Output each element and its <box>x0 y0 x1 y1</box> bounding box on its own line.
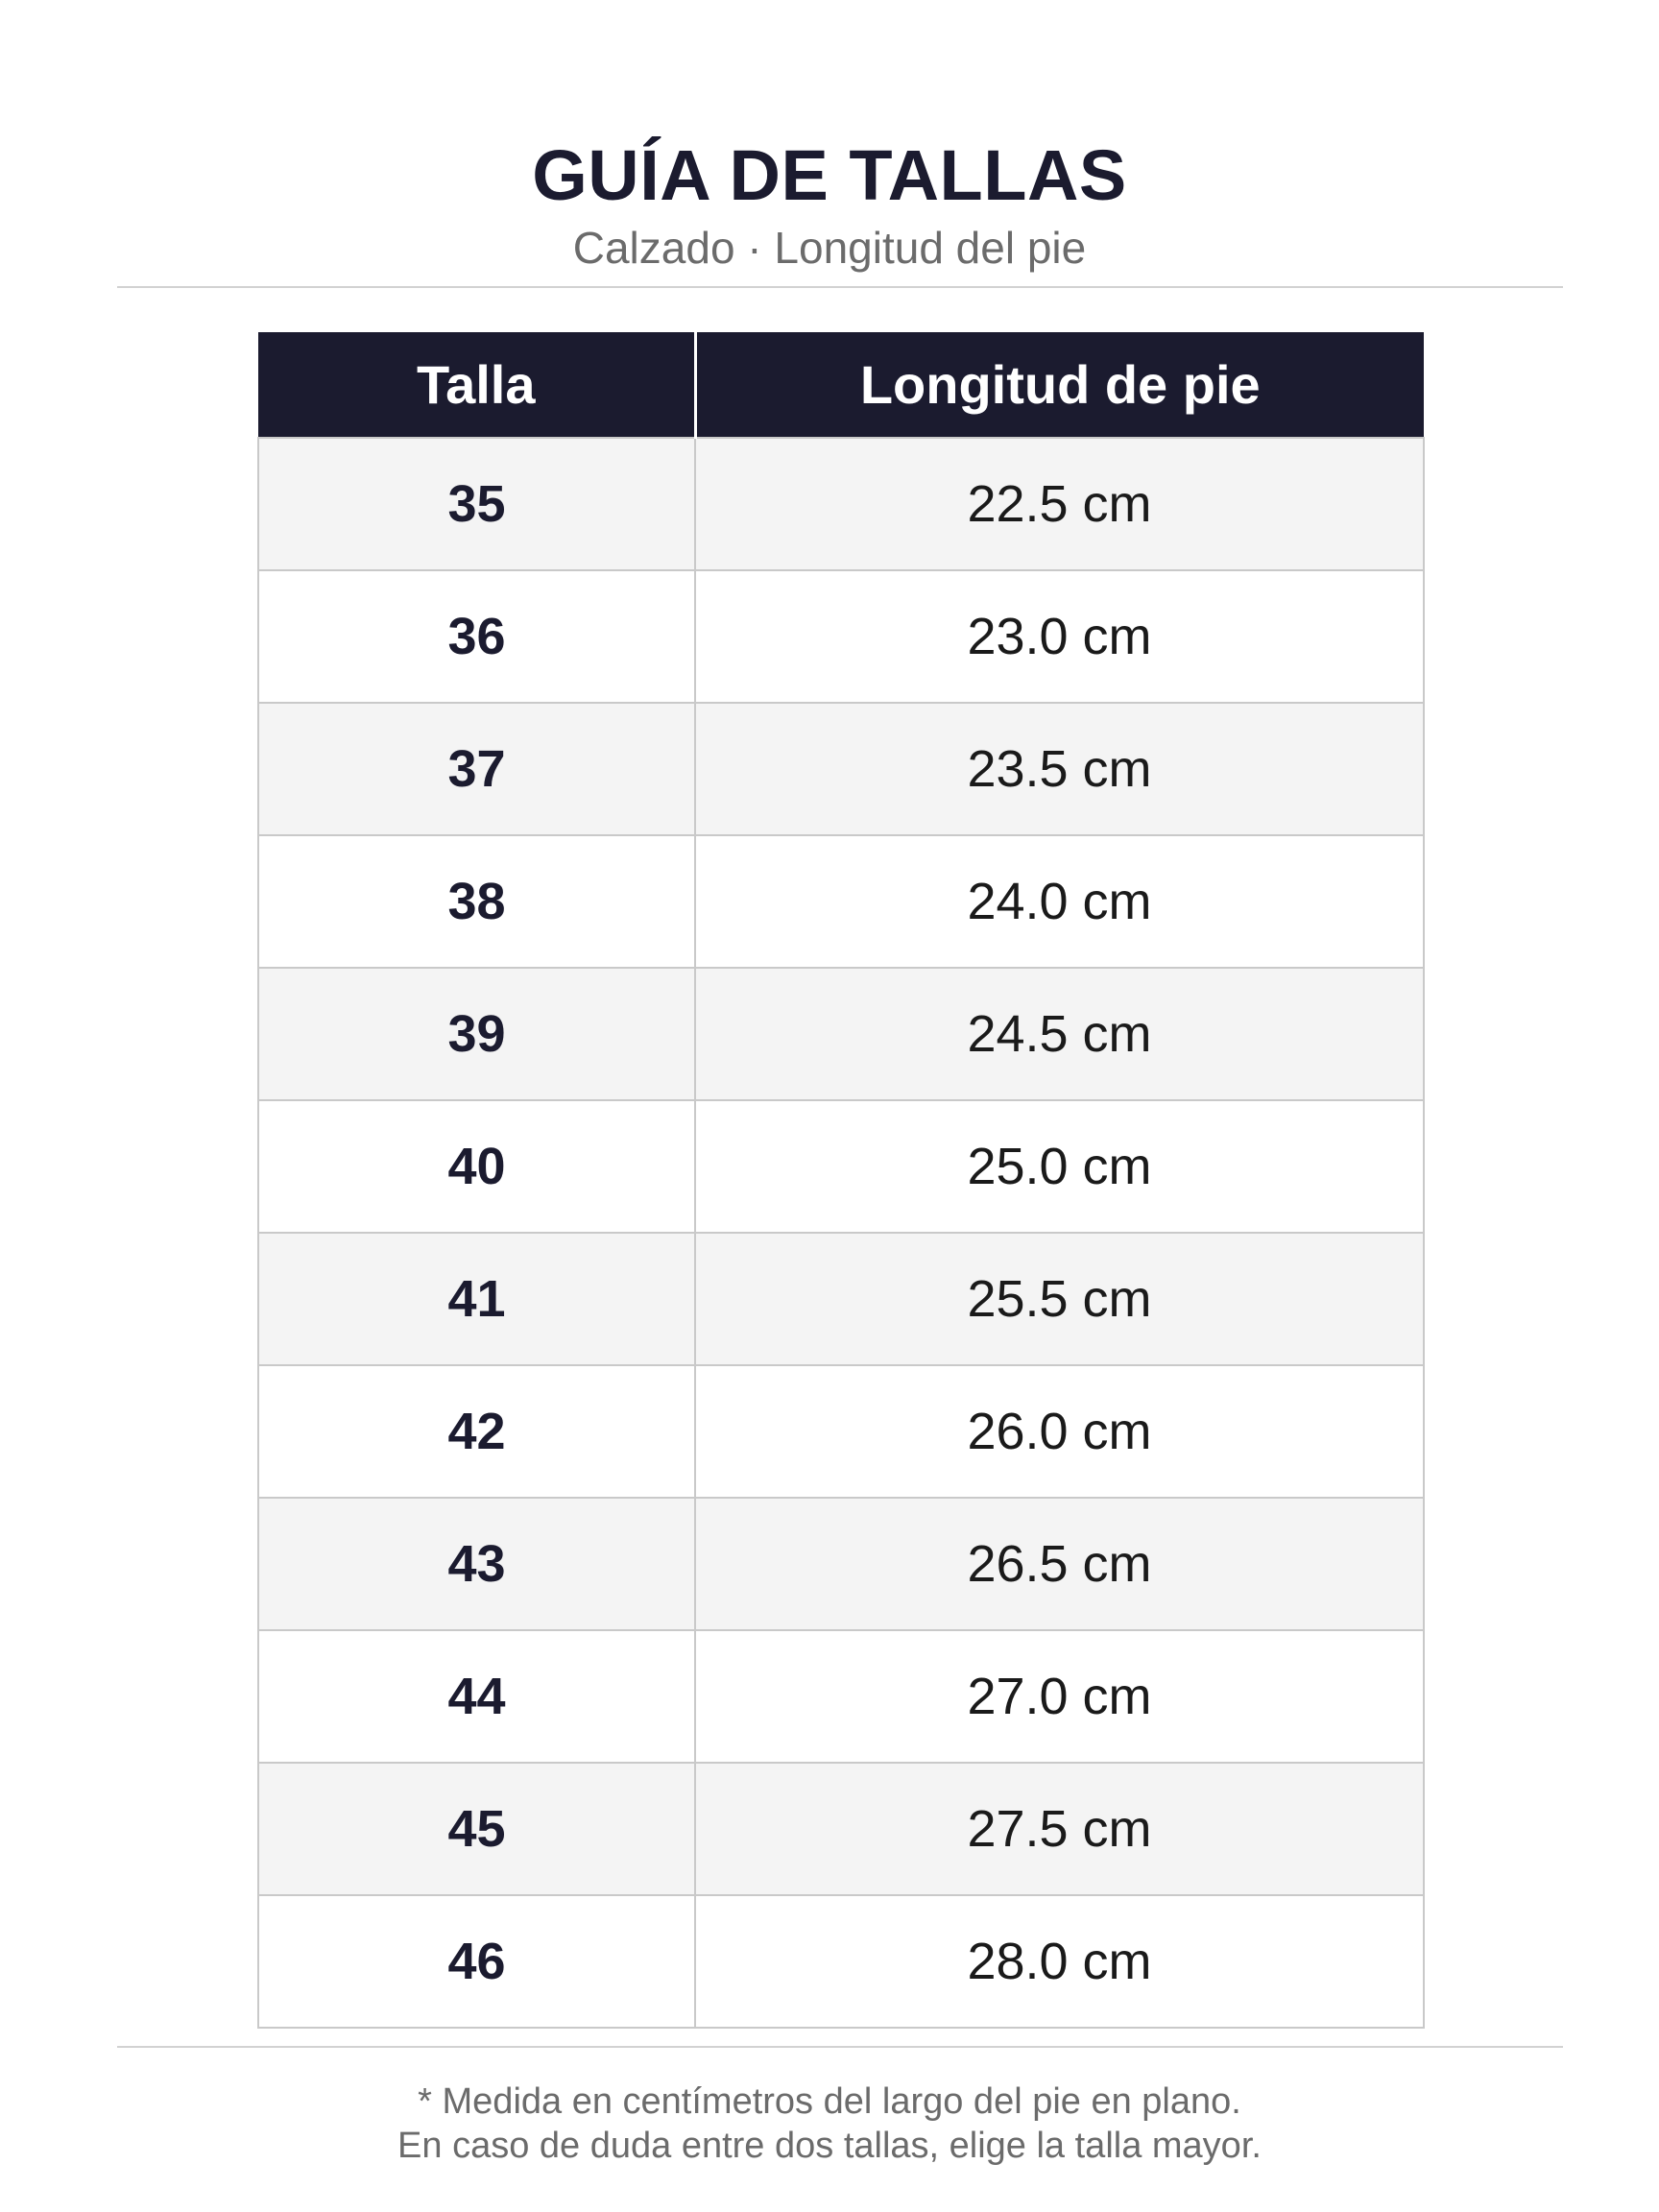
length-cell: 27.5 cm <box>695 1763 1424 1895</box>
table-row <box>258 438 1424 570</box>
table-row <box>258 1498 1424 1630</box>
size-cell: 42 <box>258 1365 695 1498</box>
size-cell: 38 <box>258 835 695 968</box>
length-cell: 23.5 cm <box>695 703 1424 835</box>
page-subtitle: Calzado · Longitud del pie <box>572 223 1087 273</box>
length-cell: 27.0 cm <box>695 1630 1424 1763</box>
table-row <box>258 1365 1424 1498</box>
length-cell: 24.5 cm <box>695 968 1424 1100</box>
size-cell: 46 <box>258 1895 695 2028</box>
table-row <box>258 570 1424 703</box>
length-cell: 23.0 cm <box>695 570 1424 703</box>
size-table <box>257 332 1425 2029</box>
table-row <box>258 1233 1424 1365</box>
length-cell: 26.0 cm <box>695 1365 1424 1498</box>
footnote-advice: En caso de duda entre dos tallas, elige la talla mayor. <box>397 2126 1262 2166</box>
length-cell: 24.0 cm <box>695 835 1424 968</box>
header-row <box>258 332 1424 438</box>
column-header-length: Longitud de pie <box>695 332 1424 438</box>
length-cell: 25.5 cm <box>695 1233 1424 1365</box>
table-row <box>258 703 1424 835</box>
size-cell: 41 <box>258 1233 695 1365</box>
size-cell: 37 <box>258 703 695 835</box>
bottom-divider <box>117 2046 1563 2048</box>
length-cell: 25.0 cm <box>695 1100 1424 1233</box>
size-cell: 43 <box>258 1498 695 1630</box>
size-cell: 35 <box>258 438 695 570</box>
table-row <box>258 1100 1424 1233</box>
table-row <box>258 1895 1424 2028</box>
size-cell: 39 <box>258 968 695 1100</box>
length-cell: 28.0 cm <box>695 1895 1424 2028</box>
size-cell: 45 <box>258 1763 695 1895</box>
table-row <box>258 1630 1424 1763</box>
size-cell: 44 <box>258 1630 695 1763</box>
top-divider <box>117 286 1563 288</box>
table-row <box>258 1763 1424 1895</box>
column-header-size: Talla <box>258 332 695 438</box>
table-row <box>258 835 1424 968</box>
footnote-measurement: * Medida en centímetros del largo del pie en plano. <box>418 2081 1241 2122</box>
size-table-body <box>258 438 1424 2028</box>
size-cell: 40 <box>258 1100 695 1233</box>
size-cell: 36 <box>258 570 695 703</box>
size-table-header <box>258 332 1424 438</box>
length-cell: 26.5 cm <box>695 1498 1424 1630</box>
table-row <box>258 968 1424 1100</box>
length-cell: 22.5 cm <box>695 438 1424 570</box>
page-title: GUÍA DE TALLAS <box>532 135 1127 215</box>
